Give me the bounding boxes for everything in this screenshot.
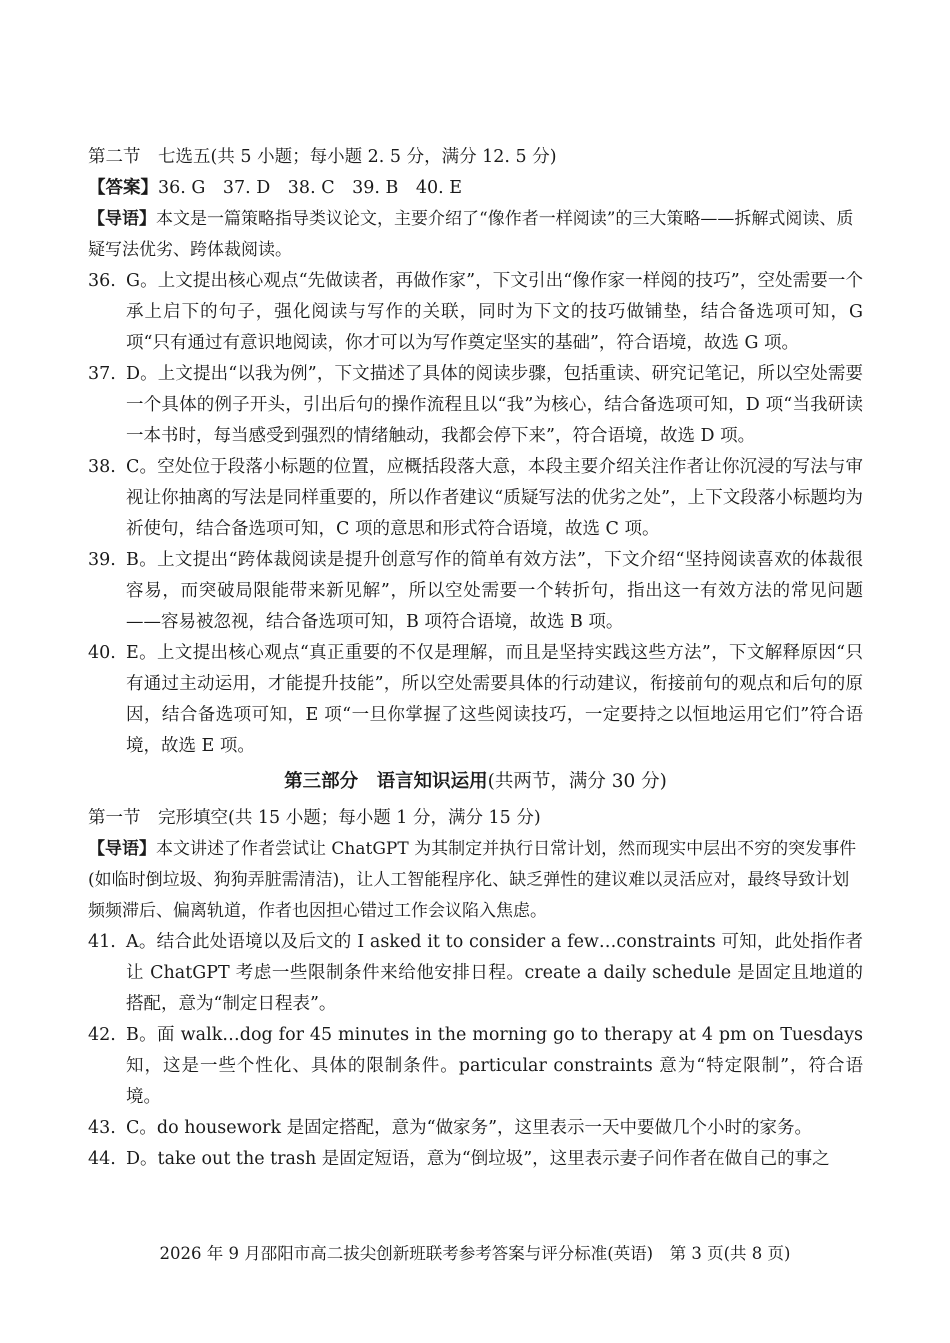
explanation-item-44 (88, 1144, 863, 1175)
page-footer: 2026 年 9 月邵阳市高二拔尖创新班联考参考答案与评分标准(英语) 第 3 页(共 8 页) (159, 1244, 791, 1263)
item-text: E。上文提出核心观点“真正重要的不仅是理解，而且是坚持实践这些方法”，下文解释原因“只有通过主动运用，才能提升技能”，所以空处需要具体的行动建议，衔接前句的观点和后句的原因，结合备选项可知，E 项“一旦你掌握了这些阅读技巧，一定要持之以恒地运用它们”符合语境，故选 E 项。 (126, 643, 863, 756)
guide-text: 本文是一篇策略指导类议论文，主要介绍了“像作者一样阅读”的三大策略——拆解式阅读、质疑写法优劣、跨体裁阅读。 (88, 209, 854, 260)
part3-title-main: 第三部分 语言知识运用 (284, 771, 488, 792)
document-body (88, 142, 863, 1175)
explanation-item-43 (88, 1113, 863, 1144)
answer-text: 36. G 37. D 38. C 39. B 40. E (158, 178, 463, 198)
item-text: D。take out the trash 是固定短语，意为“倒垃圾”，这里表示妻子问作者在做自己的事之 (126, 1149, 830, 1169)
answer-label: 【答案】 (88, 178, 158, 198)
item-text: B。上文提出“跨体裁阅读是提升创意写作的简单有效方法”，下文介绍“坚持阅读喜欢的体裁很容易，而突破局限能带来新见解”，所以空处需要一个转折句，指出这一有效方法的常见问题——容易被忽视，结合备选项可知，B 项符合语境，故选 B 项。 (126, 550, 863, 632)
item-number: 39. (88, 550, 116, 570)
explanation-item-37 (88, 359, 863, 452)
item-text: C。do housework 是固定搭配，意为“做家务”，这里表示一天中要做几个小时的家务。 (126, 1118, 813, 1138)
explanation-item-41 (88, 927, 863, 1020)
section2-guide (88, 204, 863, 266)
explanation-item-42 (88, 1020, 863, 1113)
item-number: 38. (88, 457, 116, 477)
explanation-item-36 (88, 266, 863, 359)
item-number: 40. (88, 643, 116, 663)
guide-label: 【导语】 (88, 839, 156, 859)
item-number: 42. (88, 1025, 116, 1045)
guide-text: 本文讲述了作者尝试让 ChatGPT 为其制定并执行日常计划，然而现实中层出不穷的突发事件(如临时倒垃圾、狗狗弄脏需清洁)，让人工智能程序化、缺乏弹性的建议难以灵活应对，最终导致计划频频滞后、偏离轨道，作者也因担心错过工作会议陷入焦虑。 (88, 839, 857, 921)
answer-line (88, 173, 863, 204)
guide-label: 【导语】 (88, 209, 156, 229)
section1-heading: 第一节 完形填空(共 15 小题；每小题 1 分，满分 15 分) (88, 808, 541, 828)
item-text: G。上文提出核心观点“先做读者，再做作家”，下文引出“像作家一样阅的技巧”，空处需要一个承上启下的句子，强化阅读与写作的关联，同时为下文的技巧做铺垫，结合备选项可知，G 项“只有通过有意识地阅读，你才可以为写作奠定坚实的基础”，符合语境，故选 G 项。 (126, 271, 863, 353)
item-number: 37. (88, 364, 116, 384)
explanation-item-38 (88, 452, 863, 545)
item-text: C。空处位于段落小标题的位置，应概括段落大意，本段主要介绍关注作者让你沉浸的写法与审视让你抽离的写法是同样重要的，所以作者建议“质疑写法的优劣之处”，上下文段落小标题均为祈使句，结合备选项可知，C 项的意思和形式符合语境，故选 C 项。 (126, 457, 863, 539)
item-number: 44. (88, 1149, 116, 1169)
section2-heading: 第二节 七选五(共 5 小题；每小题 2. 5 分，满分 12. 5 分) (88, 147, 557, 167)
item-number: 36. (88, 271, 116, 291)
item-text: A。结合此处语境以及后文的 I asked it to consider a few…constraints 可知，此处指作者让 ChatGPT 考虑一些限制条件来给他安排日程。create a daily schedule 是固定且地道的搭配，意为“制定日程表”。 (126, 932, 863, 1014)
explanation-item-40 (88, 638, 863, 762)
part3-title-sub: (共两节，满分 30 分) (487, 771, 667, 792)
section1-guide (88, 834, 863, 927)
item-number: 41. (88, 932, 116, 952)
item-text: B。面 walk…dog for 45 minutes in the morning go to therapy at 4 pm on Tuesdays 知，这是一些个性化、具体的限制条件。particular constraints 意为“特定限制”，符合语境。 (126, 1025, 863, 1107)
explanation-item-39 (88, 545, 863, 638)
item-text: D。上文提出“以我为例”，下文描述了具体的阅读步骤，包括重读、研究记笔记，所以空处需要一个具体的例子开头，引出后句的操作流程且以“我”为核心，结合备选项可知，D 项“当我研读一本书时，每当感受到强烈的情绪触动，我都会停下来”，符合语境，故选 D 项。 (126, 364, 863, 446)
item-number: 43. (88, 1118, 116, 1138)
part3-title (88, 766, 863, 797)
